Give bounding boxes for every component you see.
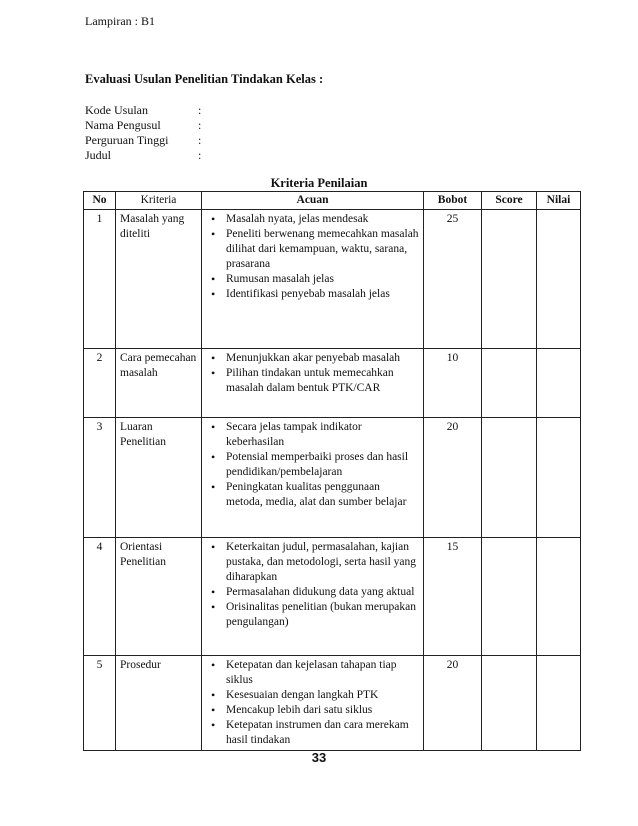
row-kriteria: Orientasi Penelitian (116, 538, 202, 656)
row-acuan (202, 210, 424, 349)
row-acuan (202, 418, 424, 538)
list-item: • Ketepatan instrumen dan cara merekam hasil tindakan (226, 718, 419, 748)
row-bobot: 15 (424, 538, 482, 656)
row-score-cell[interactable] (482, 418, 537, 538)
list-item: • Kesesuaian dengan langkah PTK (226, 688, 419, 703)
row-acuan (202, 656, 424, 751)
row-kriteria: Cara pemecahan masalah (116, 349, 202, 418)
row-number: 4 (84, 538, 116, 656)
row-number: 3 (84, 418, 116, 538)
acuan-list (206, 658, 419, 748)
table-header-row (84, 192, 581, 210)
list-item: • Identifikasi penyebab masalah jelas (226, 287, 419, 302)
row-nilai-cell[interactable] (537, 656, 581, 751)
row-score-cell[interactable] (482, 210, 537, 349)
header-acuan: Acuan (202, 192, 424, 210)
row-number: 5 (84, 656, 116, 751)
page-number: 33 (311, 750, 327, 765)
row-number: 2 (84, 349, 116, 418)
list-item: • Keterkaitan judul, permasalahan, kajian pustaka, dan metodologi, serta hasil yang diharapkan (226, 540, 419, 585)
field-judul (85, 148, 201, 163)
acuan-list (206, 351, 419, 396)
list-item: • Peneliti berwenang memecahkan masalah dilihat dari kemampuan, waktu, sarana, prasarana (226, 227, 419, 272)
list-item: • Secara jelas tampak indikator keberhasilan (226, 420, 419, 450)
row-nilai-cell[interactable] (537, 538, 581, 656)
row-number: 1 (84, 210, 116, 349)
acuan-list (206, 540, 419, 630)
kriteria-title: Kriteria Penilaian (270, 176, 368, 190)
row-nilai-cell[interactable] (537, 210, 581, 349)
row-kriteria: Luaran Penelitian (116, 418, 202, 538)
field-label: Perguruan Tinggi (85, 133, 169, 147)
list-item: • Ketepatan dan kejelasan tahapan tiap siklus (226, 658, 419, 688)
row-bobot: 10 (424, 349, 482, 418)
list-item: • Peningkatan kualitas penggunaan metoda, media, alat dan sumber belajar (226, 480, 419, 510)
row-nilai-cell[interactable] (537, 349, 581, 418)
row-bobot: 20 (424, 656, 482, 751)
row-kriteria: Masalah yang diteliti (116, 210, 202, 349)
list-item: • Menunjukkan akar penyebab masalah (226, 351, 419, 366)
lampiran-label: Lampiran : B1 (85, 14, 155, 28)
evaluation-title: Evaluasi Usulan Penelitian Tindakan Kelas : (85, 72, 324, 86)
row-bobot: 25 (424, 210, 482, 349)
row-score-cell[interactable] (482, 349, 537, 418)
list-item: • Masalah nyata, jelas mendesak (226, 212, 419, 227)
acuan-list (206, 212, 419, 302)
field-label: Kode Usulan (85, 103, 148, 117)
list-item: • Mencakup lebih dari satu siklus (226, 703, 419, 718)
field-label: Nama Pengusul (85, 118, 161, 132)
table-row (84, 418, 581, 538)
table-row (84, 349, 581, 418)
list-item: • Potensial memperbaiki proses dan hasil pendidikan/pembelajaran (226, 450, 419, 480)
list-item: • Rumusan masalah jelas (226, 272, 419, 287)
header-bobot: Bobot (424, 192, 482, 210)
table-row (84, 538, 581, 656)
list-item: • Orisinalitas penelitian (bukan merupakan pengulangan) (226, 600, 419, 630)
table-row (84, 656, 581, 751)
header-kriteria: Kriteria (116, 192, 202, 210)
row-kriteria: Prosedur (116, 656, 202, 751)
field-separator: : (198, 103, 202, 117)
row-nilai-cell[interactable] (537, 418, 581, 538)
table-row (84, 210, 581, 349)
list-item: • Permasalahan didukung data yang aktual (226, 585, 419, 600)
field-perguruan-tinggi (85, 133, 201, 148)
header-score: Score (482, 192, 537, 210)
kriteria-table (83, 191, 581, 751)
header-no: No (84, 192, 116, 210)
row-score-cell[interactable] (482, 656, 537, 751)
header-nilai: Nilai (537, 192, 581, 210)
field-kode-usulan (85, 103, 201, 118)
row-score-cell[interactable] (482, 538, 537, 656)
field-label: Judul (85, 148, 112, 162)
row-bobot: 20 (424, 418, 482, 538)
field-separator: : (198, 148, 202, 162)
field-separator: : (198, 118, 202, 132)
row-acuan (202, 538, 424, 656)
row-acuan (202, 349, 424, 418)
field-separator: : (198, 133, 202, 147)
acuan-list (206, 420, 419, 510)
field-nama-pengusul (85, 118, 201, 133)
list-item: • Pilihan tindakan untuk memecahkan masalah dalam bentuk PTK/CAR (226, 366, 419, 396)
